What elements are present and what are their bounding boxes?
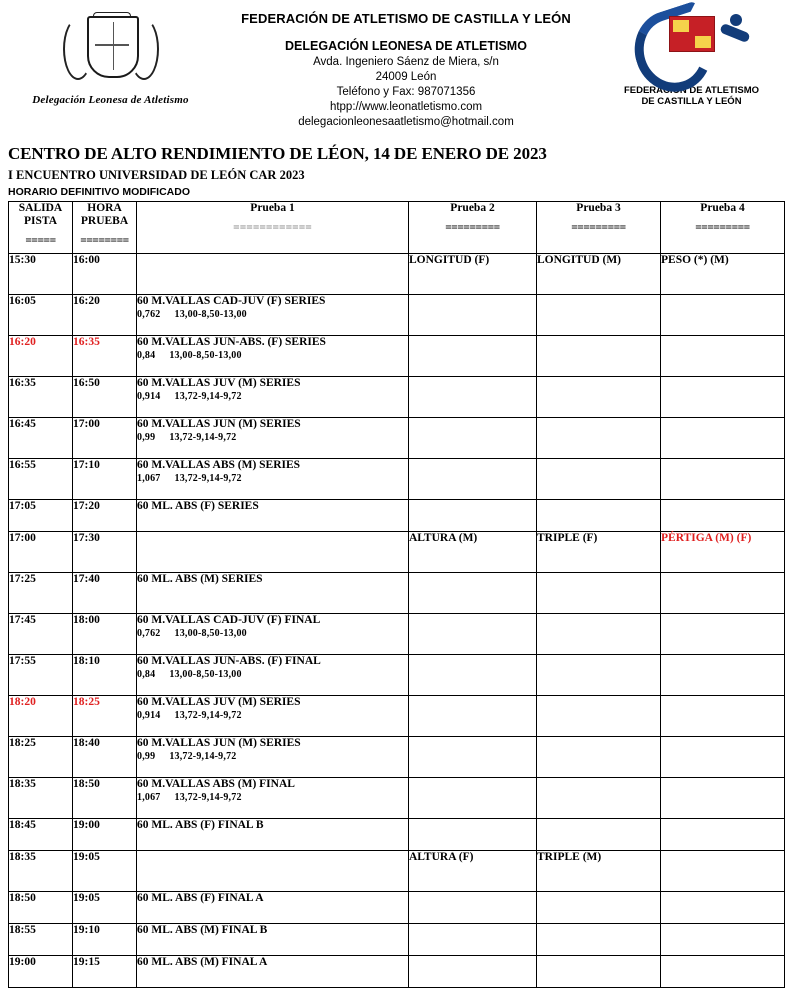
cell-prueba-2 xyxy=(409,459,537,500)
cell-prueba-4 xyxy=(661,336,785,377)
cell-hora-prueba: 16:35 xyxy=(73,336,137,377)
table-row xyxy=(9,851,785,892)
cell-prueba-1 xyxy=(137,418,409,459)
schedule-table xyxy=(8,201,785,988)
event-spec-height: 0,762 xyxy=(137,309,161,320)
cell-prueba-4 xyxy=(661,892,785,924)
cell-hora-prueba: 19:05 xyxy=(73,851,137,892)
cell-salida-pista: 16:05 xyxy=(9,295,73,336)
event-spec xyxy=(137,391,408,402)
cell-prueba-1 xyxy=(137,737,409,778)
cell-prueba-3 xyxy=(537,696,661,737)
cell-hora-prueba: 17:40 xyxy=(73,573,137,614)
address-street: Avda. Ingeniero Sáenz de Miera, s/n xyxy=(313,56,499,68)
cell-prueba-3 xyxy=(537,295,661,336)
castilla-leon-federation-logo-icon xyxy=(629,8,754,80)
left-logo-caption: Delegación Leonesa de Atletismo xyxy=(32,94,189,106)
cell-prueba-1 xyxy=(137,295,409,336)
event-spec xyxy=(137,309,408,320)
table-row xyxy=(9,459,785,500)
cell-prueba-4: PESO (*) (M) xyxy=(661,254,785,295)
cell-prueba-2 xyxy=(409,956,537,988)
event-spec-distances: 13,72-9,14-9,72 xyxy=(169,751,237,762)
cell-salida-pista: 17:25 xyxy=(9,573,73,614)
event-spec-height: 0,84 xyxy=(137,669,156,680)
federation-title: FEDERACIÓN DE ATLETISMO DE CASTILLA Y LEÓN xyxy=(241,11,571,26)
cell-hora-prueba: 18:25 xyxy=(73,696,137,737)
address-city: 24009 León xyxy=(375,71,437,83)
cell-salida-pista: 18:25 xyxy=(9,737,73,778)
cell-salida-pista: 18:35 xyxy=(9,778,73,819)
cell-hora-prueba: 18:50 xyxy=(73,778,137,819)
cell-prueba-3 xyxy=(537,336,661,377)
address-email: delegacionleonesaatletismo@hotmail.com xyxy=(298,116,514,128)
event-spec-height: 0,914 xyxy=(137,391,161,402)
cell-hora-prueba: 17:20 xyxy=(73,500,137,532)
cell-prueba-4 xyxy=(661,377,785,418)
cell-prueba-2 xyxy=(409,655,537,696)
cell-prueba-4 xyxy=(661,655,785,696)
cell-prueba-1 xyxy=(137,614,409,655)
cell-prueba-3: TRIPLE (M) xyxy=(537,851,661,892)
contact-address xyxy=(213,55,599,130)
event-spec xyxy=(137,432,408,443)
header-prueba3-label: Prueba 3 xyxy=(576,202,621,214)
cell-salida-pista: 18:35 xyxy=(9,851,73,892)
cell-prueba-4 xyxy=(661,418,785,459)
page-subtitle: I ENCUENTRO UNIVERSIDAD DE LEÓN CAR 2023 xyxy=(8,168,305,182)
cell-prueba-4 xyxy=(661,573,785,614)
cell-hora-prueba: 18:00 xyxy=(73,614,137,655)
cell-salida-pista: 16:45 xyxy=(9,418,73,459)
cell-prueba-1 xyxy=(137,851,409,892)
header-salida-line2: PISTA xyxy=(23,215,58,227)
event-spec-height: 1,067 xyxy=(137,473,161,484)
event-spec xyxy=(137,751,408,762)
event-name: 60 M.VALLAS JUN-ABS. (F) FINAL xyxy=(137,655,321,667)
table-row xyxy=(9,614,785,655)
right-logo-caption-line1: FEDERACIÓN DE ATLETISMO xyxy=(623,85,760,96)
cell-prueba-4 xyxy=(661,696,785,737)
header-prueba4-label: Prueba 4 xyxy=(700,202,745,214)
cell-salida-pista: 19:00 xyxy=(9,956,73,988)
event-name: 60 M.VALLAS JUV (M) SERIES xyxy=(137,696,301,708)
cell-prueba-4 xyxy=(661,500,785,532)
leon-crest-icon xyxy=(55,12,167,86)
right-logo-caption xyxy=(599,85,784,107)
header-prueba2-label: Prueba 2 xyxy=(450,202,495,214)
cell-prueba-1 xyxy=(137,892,409,924)
cell-salida-pista: 17:05 xyxy=(9,500,73,532)
header-text-block xyxy=(213,6,599,130)
cell-prueba-2 xyxy=(409,778,537,819)
event-spec-distances: 13,72-9,14-9,72 xyxy=(174,473,242,484)
cell-hora-prueba: 16:00 xyxy=(73,254,137,295)
header-prueba4-rule: ========= xyxy=(695,222,750,234)
cell-salida-pista: 17:45 xyxy=(9,614,73,655)
document-header xyxy=(8,0,784,128)
table-row xyxy=(9,778,785,819)
event-spec xyxy=(137,350,408,361)
event-spec-height: 0,914 xyxy=(137,710,161,721)
table-row xyxy=(9,254,785,295)
cell-prueba-1 xyxy=(137,254,409,295)
event-spec-height: 0,99 xyxy=(137,751,156,762)
cell-prueba-2 xyxy=(409,500,537,532)
header-prueba3-rule: ========= xyxy=(571,222,626,234)
cell-salida-pista: 18:55 xyxy=(9,924,73,956)
cell-hora-prueba: 18:40 xyxy=(73,737,137,778)
event-name: 60 M.VALLAS CAD-JUV (F) SERIES xyxy=(137,295,326,307)
cell-prueba-2 xyxy=(409,614,537,655)
cell-salida-pista: 18:50 xyxy=(9,892,73,924)
table-row xyxy=(9,573,785,614)
event-name: 60 M.VALLAS JUN (M) SERIES xyxy=(137,418,301,430)
table-row xyxy=(9,336,785,377)
header-prueba1-label: Prueba 1 xyxy=(250,202,295,214)
right-logo-caption-line2: DE CASTILLA Y LEÓN xyxy=(641,96,742,107)
column-header-prueba-4 xyxy=(661,202,785,254)
cell-prueba-3 xyxy=(537,956,661,988)
cell-prueba-1 xyxy=(137,819,409,851)
table-row xyxy=(9,295,785,336)
event-spec xyxy=(137,473,408,484)
table-row xyxy=(9,655,785,696)
event-spec-height: 1,067 xyxy=(137,792,161,803)
cell-hora-prueba: 19:00 xyxy=(73,819,137,851)
event-name: 60 ML. ABS (F) SERIES xyxy=(137,500,259,512)
cell-prueba-3 xyxy=(537,500,661,532)
event-spec xyxy=(137,792,408,803)
event-spec-distances: 13,00-8,50-13,00 xyxy=(174,309,247,320)
delegation-title: DELEGACIÓN LEONESA DE ATLETISMO xyxy=(285,39,527,53)
header-hora-line1: HORA xyxy=(87,202,122,214)
event-spec-height: 0,762 xyxy=(137,628,161,639)
cell-prueba-3 xyxy=(537,573,661,614)
header-hora-rule: ======== xyxy=(80,235,129,247)
table-row xyxy=(9,696,785,737)
header-prueba2-rule: ========= xyxy=(445,222,500,234)
cell-salida-pista: 17:55 xyxy=(9,655,73,696)
table-header-row xyxy=(9,202,785,254)
cell-prueba-3 xyxy=(537,377,661,418)
cell-salida-pista: 15:30 xyxy=(9,254,73,295)
cell-salida-pista: 18:45 xyxy=(9,819,73,851)
event-spec-distances: 13,00-8,50-13,00 xyxy=(169,669,242,680)
event-name: 60 M.VALLAS JUV (M) SERIES xyxy=(137,377,301,389)
cell-prueba-3 xyxy=(537,778,661,819)
page-title: CENTRO DE ALTO RENDIMIENTO DE LÉON, 14 DE ENERO DE 2023 xyxy=(8,144,547,163)
event-name: 60 M.VALLAS JUN (M) SERIES xyxy=(137,737,301,749)
address-phone: Teléfono y Fax: 987071356 xyxy=(336,86,476,98)
cell-hora-prueba: 19:10 xyxy=(73,924,137,956)
cell-prueba-2: ALTURA (M) xyxy=(409,532,537,573)
event-name: 60 M.VALLAS CAD-JUV (F) FINAL xyxy=(137,614,321,626)
header-salida-rule: ===== xyxy=(25,235,56,247)
cell-hora-prueba: 17:00 xyxy=(73,418,137,459)
event-name: 60 M.VALLAS ABS (M) FINAL xyxy=(137,778,295,790)
event-spec-distances: 13,72-9,14-9,72 xyxy=(174,792,242,803)
cell-prueba-3 xyxy=(537,819,661,851)
cell-prueba-3: TRIPLE (F) xyxy=(537,532,661,573)
cell-prueba-4 xyxy=(661,778,785,819)
event-spec xyxy=(137,710,408,721)
cell-salida-pista: 16:35 xyxy=(9,377,73,418)
left-logo-block xyxy=(8,6,213,106)
event-name: 60 M.VALLAS JUN-ABS. (F) SERIES xyxy=(137,336,326,348)
cell-hora-prueba: 19:15 xyxy=(73,956,137,988)
event-name: 60 ML. ABS (M) FINAL A xyxy=(137,956,268,968)
cell-prueba-4: PÉRTIGA (M) (F) xyxy=(661,532,785,573)
cell-prueba-3 xyxy=(537,737,661,778)
cell-prueba-1 xyxy=(137,532,409,573)
event-spec-distances: 13,00-8,50-13,00 xyxy=(169,350,242,361)
cell-prueba-1 xyxy=(137,377,409,418)
table-row xyxy=(9,377,785,418)
cell-hora-prueba: 18:10 xyxy=(73,655,137,696)
event-spec-height: 0,99 xyxy=(137,432,156,443)
cell-prueba-2 xyxy=(409,418,537,459)
cell-prueba-4 xyxy=(661,614,785,655)
schedule-table-body xyxy=(9,254,785,988)
header-salida-line1: SALIDA xyxy=(18,202,63,214)
cell-prueba-4 xyxy=(661,819,785,851)
table-row xyxy=(9,532,785,573)
cell-prueba-2 xyxy=(409,696,537,737)
event-spec xyxy=(137,628,408,639)
cell-hora-prueba: 17:30 xyxy=(73,532,137,573)
cell-salida-pista: 18:20 xyxy=(9,696,73,737)
cell-prueba-2: ALTURA (F) xyxy=(409,851,537,892)
cell-prueba-2 xyxy=(409,573,537,614)
cell-prueba-2 xyxy=(409,819,537,851)
event-spec-distances: 13,72-9,14-9,72 xyxy=(169,432,237,443)
cell-salida-pista: 16:20 xyxy=(9,336,73,377)
logo-flag-shape xyxy=(669,16,715,52)
cell-prueba-3: LONGITUD (M) xyxy=(537,254,661,295)
cell-prueba-4 xyxy=(661,851,785,892)
cell-prueba-2 xyxy=(409,336,537,377)
header-prueba1-rule: ============ xyxy=(233,222,312,234)
cell-prueba-3 xyxy=(537,655,661,696)
cell-prueba-1 xyxy=(137,778,409,819)
cell-prueba-1 xyxy=(137,336,409,377)
cell-prueba-4 xyxy=(661,459,785,500)
schedule-status-note: HORARIO DEFINITIVO MODIFICADO xyxy=(8,186,190,198)
cell-prueba-4 xyxy=(661,295,785,336)
column-header-prueba-2 xyxy=(409,202,537,254)
cell-prueba-1 xyxy=(137,655,409,696)
event-spec-distances: 13,72-9,14-9,72 xyxy=(174,710,242,721)
cell-prueba-2 xyxy=(409,295,537,336)
cell-hora-prueba: 17:10 xyxy=(73,459,137,500)
column-header-salida-pista xyxy=(9,202,73,254)
table-row xyxy=(9,819,785,851)
event-spec-distances: 13,00-8,50-13,00 xyxy=(174,628,247,639)
cell-prueba-3 xyxy=(537,892,661,924)
cell-hora-prueba: 16:50 xyxy=(73,377,137,418)
header-hora-line2: PRUEBA xyxy=(80,215,129,227)
column-header-prueba-1 xyxy=(137,202,409,254)
cell-prueba-2 xyxy=(409,377,537,418)
event-name: 60 M.VALLAS ABS (M) SERIES xyxy=(137,459,301,471)
cell-salida-pista: 17:00 xyxy=(9,532,73,573)
table-row xyxy=(9,418,785,459)
table-row xyxy=(9,737,785,778)
table-row xyxy=(9,500,785,532)
column-header-prueba-3 xyxy=(537,202,661,254)
event-spec-height: 0,84 xyxy=(137,350,156,361)
event-name: 60 ML. ABS (F) FINAL A xyxy=(137,892,264,904)
event-spec-distances: 13,72-9,14-9,72 xyxy=(174,391,242,402)
cell-prueba-4 xyxy=(661,956,785,988)
cell-prueba-1 xyxy=(137,500,409,532)
address-website: htpp://www.leonatletismo.com xyxy=(329,101,483,113)
cell-hora-prueba: 19:05 xyxy=(73,892,137,924)
cell-prueba-1 xyxy=(137,956,409,988)
cell-prueba-2 xyxy=(409,737,537,778)
event-name: 60 ML. ABS (M) SERIES xyxy=(137,573,263,585)
crest-shield-shape xyxy=(87,16,139,78)
table-row xyxy=(9,892,785,924)
cell-prueba-3 xyxy=(537,459,661,500)
cell-prueba-3 xyxy=(537,614,661,655)
cell-hora-prueba: 16:20 xyxy=(73,295,137,336)
event-name: 60 ML. ABS (M) FINAL B xyxy=(137,924,268,936)
event-spec xyxy=(137,669,408,680)
cell-prueba-4 xyxy=(661,737,785,778)
cell-prueba-1 xyxy=(137,459,409,500)
cell-prueba-3 xyxy=(537,418,661,459)
event-name: 60 ML. ABS (F) FINAL B xyxy=(137,819,264,831)
cell-salida-pista: 16:55 xyxy=(9,459,73,500)
logo-runner-head-shape xyxy=(730,14,742,26)
cell-prueba-2: LONGITUD (F) xyxy=(409,254,537,295)
cell-prueba-1 xyxy=(137,573,409,614)
column-header-hora-prueba xyxy=(73,202,137,254)
right-logo-block xyxy=(599,6,784,107)
table-row xyxy=(9,956,785,988)
cell-prueba-2 xyxy=(409,892,537,924)
cell-prueba-1 xyxy=(137,696,409,737)
